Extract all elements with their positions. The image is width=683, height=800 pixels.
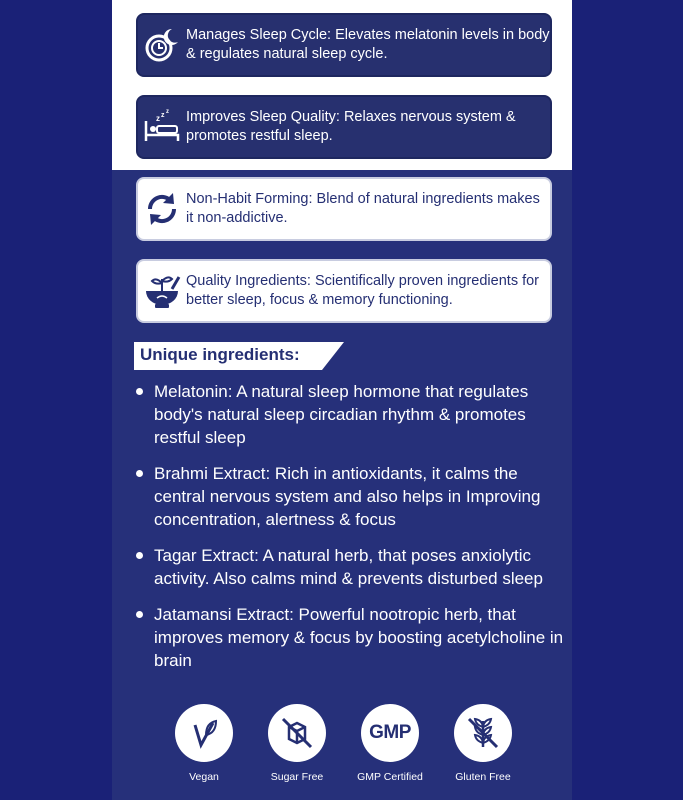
product-panel [112,0,572,800]
ingredient-text: Tagar Extract: A natural herb, that poses anxiolytic activity. Also calms mind & prevents disturbed sleep [154,546,543,588]
bullet-dot [136,611,143,618]
ingredient-text: Jatamansi Extract: Powerful nootropic herb, that improves memory & focus by boosting acetylcholine in brain [154,605,564,670]
gluten-free-icon [454,704,512,762]
bullet-dot [136,470,143,477]
sleeping-bed-icon [140,105,184,149]
gmp-mark: GMP [369,722,411,743]
moon-clock-icon [140,23,184,67]
list-item [134,462,564,531]
badge-vegan [159,704,249,783]
feature-card-sleep-quality [136,95,552,159]
svg-text:z: z [161,112,165,119]
badge-gmp-certified [345,704,435,783]
list-item [134,603,564,672]
ingredients-list [134,380,564,685]
bullet-dot [136,552,143,559]
ingredients-heading [134,342,344,370]
feature-text: Quality Ingredients: Scientifically proven ingredients for better sleep, focus & memory functioning. [186,273,540,308]
vegan-leaf-icon [175,704,233,762]
feature-text: Improves Sleep Quality: Relaxes nervous system & promotes restful sleep. [186,109,516,144]
svg-text:z: z [166,109,169,115]
bullet-dot [136,388,143,395]
gmp-icon [361,704,419,762]
certification-badges [112,704,572,794]
feature-card-sleep-cycle [136,13,552,77]
list-item [134,380,564,449]
feature-text: Non-Habit Forming: Blend of natural ingredients makes it non-addictive. [186,191,540,226]
ingredients-heading-text: Unique ingredients: [140,345,300,364]
ingredient-text: Brahmi Extract: Rich in antioxidants, it calms the central nervous system and also helps in Improving concentration, alertness & focus [154,464,541,529]
badge-label: Vegan [189,771,219,783]
badge-label: GMP Certified [357,771,423,783]
sugar-free-icon [268,704,326,762]
svg-text:z: z [156,114,160,123]
feature-text: Manages Sleep Cycle: Elevates melatonin levels in body & regulates natural sleep cycle. [186,27,550,62]
ingredient-text: Melatonin: A natural sleep hormone that regulates body's natural sleep circadian rhythm & promotes restful sleep [154,382,529,447]
badge-sugar-free [252,704,342,783]
badge-label: Gluten Free [455,771,511,783]
feature-card-non-habit [136,177,552,241]
badge-label: Sugar Free [270,771,324,783]
feature-card-quality-ingredients [136,259,552,323]
recycle-arrows-icon [140,187,184,231]
badge-gluten-free [438,704,528,783]
list-item [134,544,564,590]
mortar-herbs-icon [140,269,184,313]
